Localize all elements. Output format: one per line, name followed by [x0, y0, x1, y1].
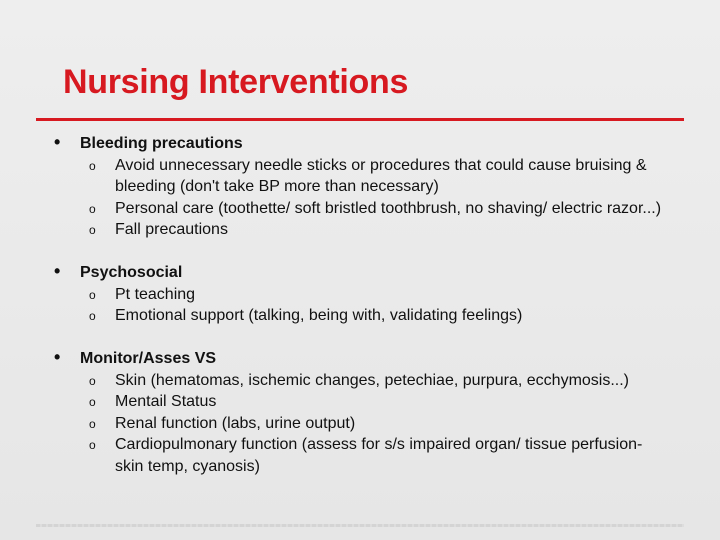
bullet-icon: • — [54, 261, 61, 281]
sub-bullet-icon: o — [89, 223, 96, 237]
bullet-icon: • — [54, 347, 61, 367]
bullet-icon: • — [54, 132, 61, 152]
list-item-text: Emotional support (talking, being with, validating feelings) — [115, 307, 523, 324]
list-item-text: Fall precautions — [115, 221, 228, 238]
sub-list — [54, 284, 674, 327]
section-heading: Monitor/Asses VS — [80, 350, 217, 367]
list-item-text: Skin (hematomas, ischemic changes, petechiae, purpura, ecchymosis...) — [115, 371, 630, 389]
sub-bullet-icon: o — [89, 373, 96, 388]
list-item-text: Cardiopulmonary function (assess for s/s impaired organ/ tissue perfusion- skin temp, cyanosis) — [115, 436, 643, 475]
list-item — [54, 370, 674, 392]
list-item-text: Pt teaching — [115, 285, 196, 303]
footer-divider — [36, 524, 684, 527]
list-item-text: Avoid unnecessary needle sticks or procedures that could cause bruising & bleeding (don't take BP more than necessary) — [115, 156, 647, 195]
section-psychosocial — [54, 262, 674, 327]
section-heading: Psychosocial — [80, 264, 183, 281]
list-item-text: Mentail Status — [115, 393, 217, 410]
slide-title: Nursing Interventions — [63, 63, 409, 101]
list-item — [54, 434, 674, 477]
slide-body — [54, 133, 674, 499]
list-item — [54, 198, 674, 220]
sub-bullet-icon: o — [89, 309, 96, 323]
list-item — [54, 391, 674, 413]
list-item — [54, 305, 674, 327]
list-item — [54, 284, 674, 306]
list-item-text: Renal function (labs, urine output) — [115, 414, 356, 432]
sub-bullet-icon: o — [89, 438, 96, 452]
section-bleeding-precautions — [54, 133, 674, 241]
title-underline — [36, 118, 684, 121]
list-item-text: Personal care (toothette/ soft bristled toothbrush, no shaving/ electric razor...) — [115, 199, 662, 217]
sub-bullet-icon: o — [89, 395, 96, 409]
sub-bullet-icon: o — [89, 416, 96, 431]
list-item — [54, 219, 674, 241]
section-monitor-vs — [54, 348, 674, 477]
sub-bullet-icon: o — [89, 201, 96, 216]
sub-list — [54, 370, 674, 478]
section-heading: Bleeding precautions — [80, 135, 243, 152]
sub-list — [54, 155, 674, 241]
list-item — [54, 155, 674, 198]
sub-bullet-icon: o — [89, 287, 96, 302]
sub-bullet-icon: o — [89, 158, 96, 173]
list-item — [54, 413, 674, 435]
